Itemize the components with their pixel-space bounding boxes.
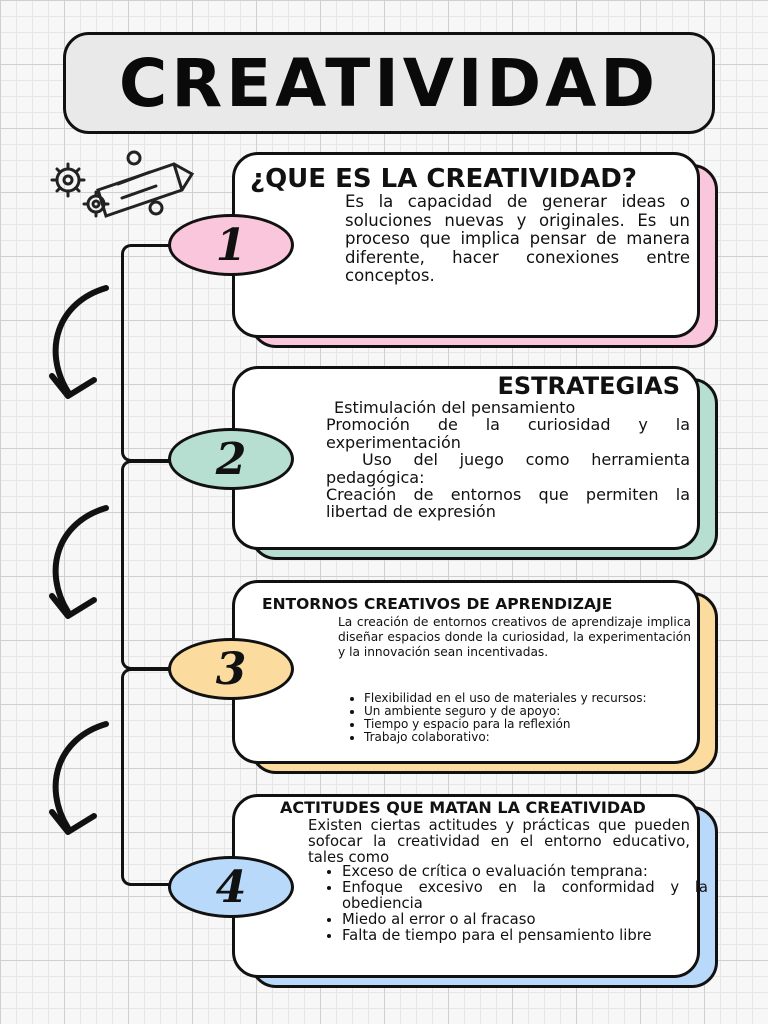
strategy-line: Estimulación del pensamiento	[334, 398, 576, 417]
list-item: • Trabajo colaborativo:	[364, 731, 694, 744]
section-badge-4: 4	[168, 856, 294, 918]
connector-line-2	[121, 460, 187, 670]
section-title-2: ESTRATEGIAS	[497, 372, 680, 400]
connector-line-1	[121, 244, 187, 462]
list-item: • Un ambiente seguro y de apoyo:	[364, 705, 694, 718]
section-bullets-3	[346, 692, 694, 744]
list-item: • Falta de tiempo para el pensamiento libre	[342, 928, 708, 944]
section-badge-1: 1	[168, 214, 294, 276]
section-bullets-4	[324, 864, 708, 944]
curved-arrow-down-icon	[38, 716, 118, 846]
page-title: CREATIVIDAD	[118, 44, 660, 122]
list-item: • Miedo al error o al fracaso	[342, 912, 708, 928]
gear-pencil-icon	[46, 150, 196, 220]
section-text-2	[326, 399, 690, 521]
connector-line-3	[121, 668, 187, 886]
list-item: • Tiempo y espacio para la reflexión	[364, 718, 694, 731]
section-title-1: ¿QUE ES LA CREATIVIDAD?	[250, 164, 637, 194]
strategy-line: Creación de entornos que permiten la libertad de expresión	[326, 485, 690, 522]
list-item: • Exceso de crítica o evaluación temprana:	[342, 864, 708, 880]
title-banner	[63, 32, 715, 134]
curved-arrow-down-icon	[38, 280, 118, 410]
section-text-3: La creación de entornos creativos de aprendizaje implica diseñar espacios donde la curiosidad, la experimentación y la innovación sean incentivadas.	[338, 615, 691, 660]
strategy-line: Uso del juego como herramienta pedagógica:	[326, 450, 690, 487]
section-text-1: Es la capacidad de generar ideas o soluciones nuevas y originales. Es un proceso que implica pensar de manera diferente, hacer conexiones entre conceptos.	[345, 192, 690, 285]
section-title-3: ENTORNOS CREATIVOS DE APRENDIZAJE	[262, 595, 613, 613]
section-badge-3: 3	[168, 638, 294, 700]
section-text-4: Existen ciertas actitudes y prácticas que pueden sofocar la creatividad en el entorno educativo, tales como	[308, 817, 690, 866]
list-item: • Enfoque excesivo en la conformidad y la obediencia	[342, 880, 708, 912]
section-badge-2: 2	[168, 428, 294, 490]
strategy-line: Promoción de la curiosidad y la experimentación	[326, 415, 690, 452]
list-item: • Flexibilidad en el uso de materiales y recursos:	[364, 692, 694, 705]
section-title-4: ACTITUDES QUE MATAN LA CREATIVIDAD	[280, 798, 646, 817]
curved-arrow-down-icon	[38, 500, 118, 630]
